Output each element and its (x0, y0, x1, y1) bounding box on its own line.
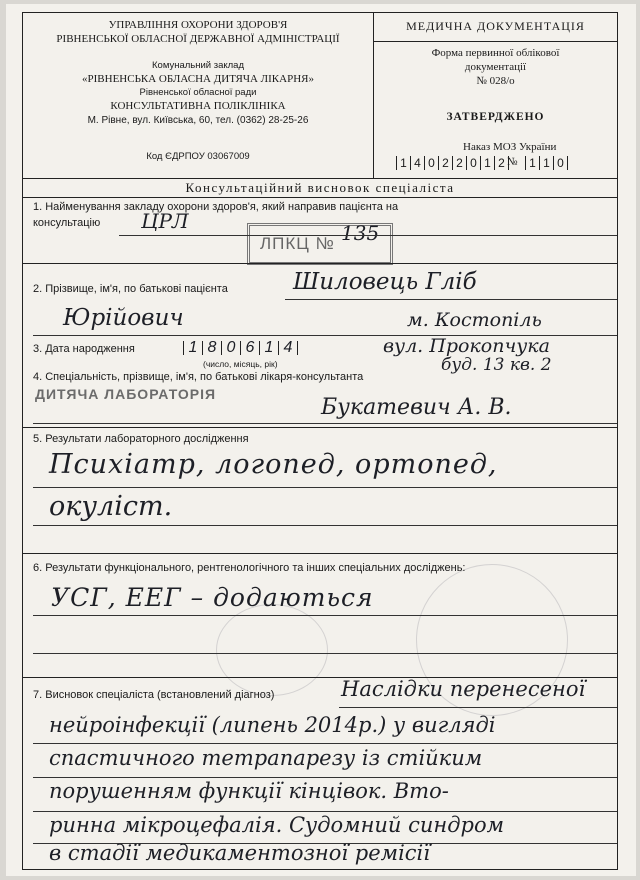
form-title: Консультаційний висновок спеціаліста (185, 180, 455, 195)
order-number-boxes (525, 156, 568, 170)
field5-label: 5. Результати лабораторного дослідження (33, 433, 249, 445)
order-date-boxes (396, 156, 509, 170)
birth-date-digit: 1 (259, 341, 278, 355)
field1-label-2: консультацію (33, 217, 101, 229)
birth-date-hint: (число, місяць, рік) (203, 359, 278, 369)
conclusion-line3: спастичного тетрапарезу із стійким (49, 746, 483, 770)
clinic-stamp-number: 135 (341, 221, 380, 245)
header-authority-2: РІВНЕНСЬКОЇ ОБЛАСНОЇ ДЕРЖАВНОЇ АДМІНІСТРАЦІЇ (56, 33, 340, 45)
order-date-digit: 1 (480, 156, 494, 170)
header-council: Рівненської обласної ради (139, 87, 257, 98)
conclusion-line6: в стадії медикаментозної ремісії (49, 841, 430, 865)
document-page (6, 4, 636, 876)
field1-label: 1. Найменування закладу охорони здоров'я, який направив пацієнта на (33, 201, 399, 213)
field4-label: 4. Спеціальність, прізвище, ім'я, по батькові лікаря-консультанта (33, 371, 364, 383)
order-date-digit: 4 (410, 156, 424, 170)
lab-stamp (31, 385, 263, 403)
field6-underline (33, 615, 617, 616)
birth-date-digit: 4 (278, 341, 298, 355)
order-date-digit: 0 (466, 156, 480, 170)
order-date-digit: 2 (438, 156, 452, 170)
title-rule-bottom (23, 197, 617, 198)
conclusion-line1: Наслідки перенесеної (341, 677, 586, 701)
birth-date-digit: 8 (202, 341, 221, 355)
patient-address-city: м. Костопіль (407, 309, 542, 331)
field5-underline (33, 487, 617, 488)
order-date-digit: 2 (452, 156, 466, 170)
order-no-sign: № (507, 156, 518, 168)
field2-underline (285, 299, 617, 300)
consultant-name: Букатевич А. В. (321, 395, 512, 420)
form-name-1: Форма первинної облікової (431, 47, 560, 59)
field4-underline (33, 423, 617, 424)
field1-value: ЦРЛ (141, 209, 189, 233)
header-address: М. Рівне, вул. Київська, 60, тел. (0362) 28-25-26 (87, 115, 309, 126)
field1-underline (119, 235, 617, 236)
birth-date-digit: 6 (240, 341, 259, 355)
order-label: Наказ МОЗ України (463, 141, 557, 153)
field3-label: 3. Дата народження (33, 343, 135, 355)
field7-underline-4 (33, 811, 617, 812)
clinic-stamp-text: ЛПКЦ № (260, 234, 335, 253)
form-name-2: документації (464, 61, 527, 73)
field7-underline-3 (33, 777, 617, 778)
header-divider (373, 13, 374, 178)
patient-patronymic: Юрійович (63, 305, 184, 331)
birth-date-digit: 0 (221, 341, 240, 355)
functional-results: УСГ, ЕЕГ – додаються (51, 583, 374, 612)
patient-address-street: вул. Прокопчука (383, 335, 550, 357)
header-polyclinic: КОНСУЛЬТАТИВНА ПОЛІКЛІНІКА (110, 100, 286, 112)
field6-label: 6. Результати функціонального, рентгенологічного та інших спеціальних досліджень: (33, 562, 466, 574)
section-rule (23, 263, 617, 264)
field5-underline-2 (33, 525, 617, 526)
birth-date-boxes (183, 341, 298, 355)
title-rule-top (23, 178, 617, 179)
section-rule (23, 553, 617, 554)
conclusion-line4: порушенням функції кінцівок. Вто- (49, 779, 449, 803)
form-number: № 028/о (476, 75, 515, 87)
order-date-digit: 2 (494, 156, 509, 170)
section-rule (23, 427, 617, 428)
header-institution-type: Комунальний заклад (152, 60, 244, 71)
field7-underline (339, 707, 617, 708)
conclusion-line2: нейроінфекції (липень 2014р.) у вигляді (49, 713, 496, 737)
field2-label: 2. Прізвище, ім'я, по батькові пацієнта (33, 283, 228, 295)
birth-date-digit: 1 (183, 341, 202, 355)
conclusion-line5: ринна мікроцефалія. Судомний синдром (49, 813, 505, 837)
header-right-title: МЕДИЧНА ДОКУМЕНТАЦІЯ (406, 19, 585, 33)
order-number-digit: 0 (553, 156, 568, 170)
order-date-digit: 1 (396, 156, 410, 170)
order-date-digit: 0 (424, 156, 438, 170)
order-number-digit: 1 (539, 156, 553, 170)
header-institution-name: «РІВНЕНСЬКА ОБЛАСНА ДИТЯЧА ЛІКАРНЯ» (82, 73, 314, 85)
lab-results-line2: окуліст. (49, 491, 173, 522)
patient-address-house: буд. 13 кв. 2 (441, 355, 552, 375)
approved-label: ЗАТВЕРДЖЕНО (446, 111, 545, 123)
form-frame (22, 12, 618, 870)
field7-label: 7. Висновок спеціаліста (встановлений діагноз) (33, 689, 275, 701)
header-authority: УПРАВЛІННЯ ОХОРОНИ ЗДОРОВ'Я (108, 19, 288, 31)
header-edrpou: Код ЄДРПОУ 03067009 (146, 151, 250, 162)
field7-underline-2 (33, 743, 617, 744)
lab-stamp-text: ДИТЯЧА ЛАБОРАТОРІЯ (35, 386, 217, 402)
field6-underline-2 (33, 653, 617, 654)
lab-results-line1: Психіатр, логопед, ортопед, (49, 449, 498, 480)
header-right-rule (373, 41, 617, 42)
patient-name: Шиловець Гліб (293, 269, 477, 295)
order-number-digit: 1 (525, 156, 539, 170)
